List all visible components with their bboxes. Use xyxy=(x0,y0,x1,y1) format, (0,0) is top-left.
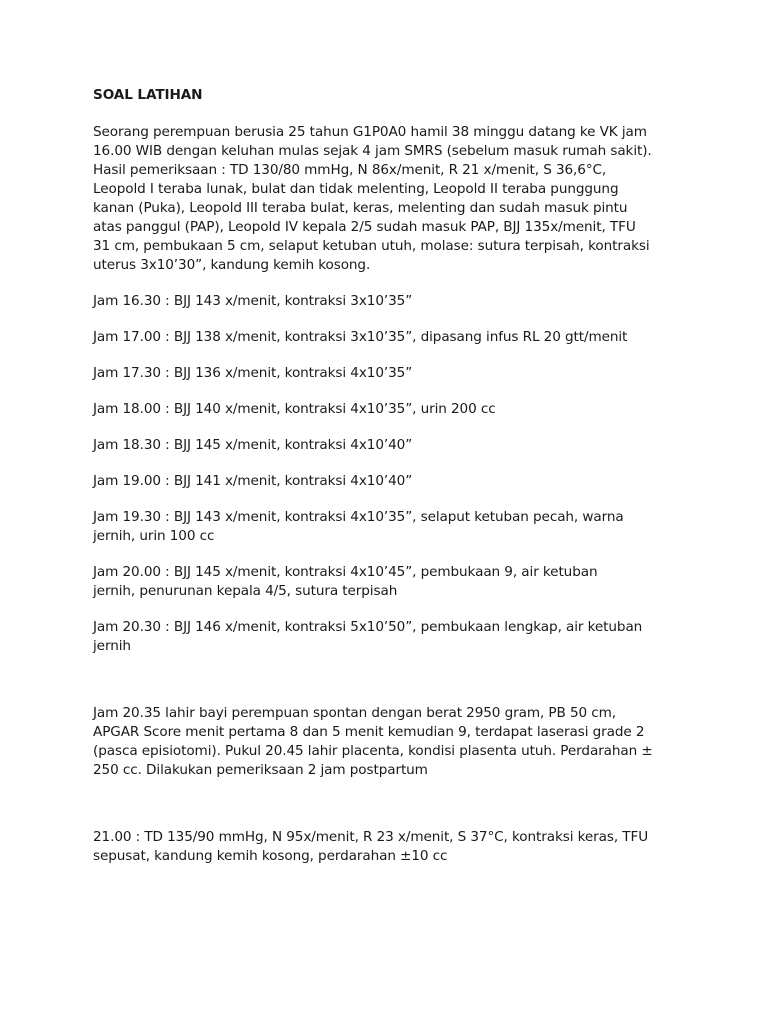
document-title: SOAL LATIHAN xyxy=(93,87,203,103)
document-page xyxy=(93,86,693,866)
observation-line: Jam 17.00 : BJJ 138 x/menit, kontraksi 3x10’35”, dipasang infus RL 20 gtt/menit xyxy=(93,329,628,345)
observation-line: Jam 16.30 : BJJ 143 x/menit, kontraksi 3x10’35” xyxy=(93,293,413,309)
postpartum-paragraph xyxy=(93,828,693,866)
observation-line: Jam 17.30 : BJJ 136 x/menit, kontraksi 4x10’35” xyxy=(93,365,413,381)
observation-entry xyxy=(93,328,693,347)
intro-line: kanan (Puka), Leopold III teraba bulat, keras, melenting dan sudah masuk pintu xyxy=(93,200,628,216)
intro-line: Leopold I teraba lunak, bulat dan tidak melenting, Leopold II teraba punggung xyxy=(93,181,619,197)
intro-line: 31 cm, pembukaan 5 cm, selaput ketuban utuh, molase: sutura terpisah, kontraksi xyxy=(93,238,650,254)
observation-line: jernih, penurunan kepala 4/5, sutura terpisah xyxy=(93,583,398,599)
birth-line: Jam 20.35 lahir bayi perempuan spontan dengan berat 2950 gram, PB 50 cm, xyxy=(93,705,617,721)
observation-line: jernih xyxy=(93,638,131,654)
case-intro-paragraph xyxy=(93,123,693,275)
observation-entry xyxy=(93,436,693,455)
birth-paragraph xyxy=(93,704,693,780)
observation-entry xyxy=(93,563,693,601)
intro-line: atas panggul (PAP), Leopold IV kepala 2/5 sudah masuk PAP, BJJ 135x/menit, TFU xyxy=(93,219,636,235)
observation-entry xyxy=(93,508,693,546)
intro-line: Hasil pemeriksaan : TD 130/80 mmHg, N 86x/menit, R 21 x/menit, S 36,6°C, xyxy=(93,162,607,178)
birth-line: 250 cc. Dilakukan pemeriksaan 2 jam postpartum xyxy=(93,762,428,778)
birth-line: APGAR Score menit pertama 8 dan 5 menit kemudian 9, terdapat laserasi grade 2 xyxy=(93,724,645,740)
observation-line: Jam 20.30 : BJJ 146 x/menit, kontraksi 5x10’50”, pembukaan lengkap, air ketuban xyxy=(93,619,643,635)
postpartum-line: sepusat, kandung kemih kosong, perdarahan ±10 cc xyxy=(93,848,448,864)
intro-line: Seorang perempuan berusia 25 tahun G1P0A0 hamil 38 minggu datang ke VK jam xyxy=(93,124,647,140)
observation-entry xyxy=(93,400,693,419)
observation-entry xyxy=(93,364,693,383)
intro-line: 16.00 WIB dengan keluhan mulas sejak 4 jam SMRS (sebelum masuk rumah sakit). xyxy=(93,143,652,159)
observation-line: Jam 18.30 : BJJ 145 x/menit, kontraksi 4x10’40” xyxy=(93,437,413,453)
birth-line: (pasca episiotomi). Pukul 20.45 lahir placenta, kondisi plasenta utuh. Perdarahan ± xyxy=(93,743,653,759)
intro-line: uterus 3x10’30”, kandung kemih kosong. xyxy=(93,257,371,273)
observation-line: Jam 20.00 : BJJ 145 x/menit, kontraksi 4x10’45”, pembukaan 9, air ketuban xyxy=(93,564,598,580)
observation-line: Jam 19.30 : BJJ 143 x/menit, kontraksi 4x10’35”, selaput ketuban pecah, warna xyxy=(93,509,624,525)
observation-entry xyxy=(93,292,693,311)
observation-line: jernih, urin 100 cc xyxy=(93,528,215,544)
observation-line: Jam 19.00 : BJJ 141 x/menit, kontraksi 4x10’40” xyxy=(93,473,413,489)
observation-line: Jam 18.00 : BJJ 140 x/menit, kontraksi 4x10’35”, urin 200 cc xyxy=(93,401,496,417)
observation-entry xyxy=(93,618,693,656)
observation-entry xyxy=(93,472,693,491)
postpartum-line: 21.00 : TD 135/90 mmHg, N 95x/menit, R 23 x/menit, S 37°C, kontraksi keras, TFU xyxy=(93,829,649,845)
